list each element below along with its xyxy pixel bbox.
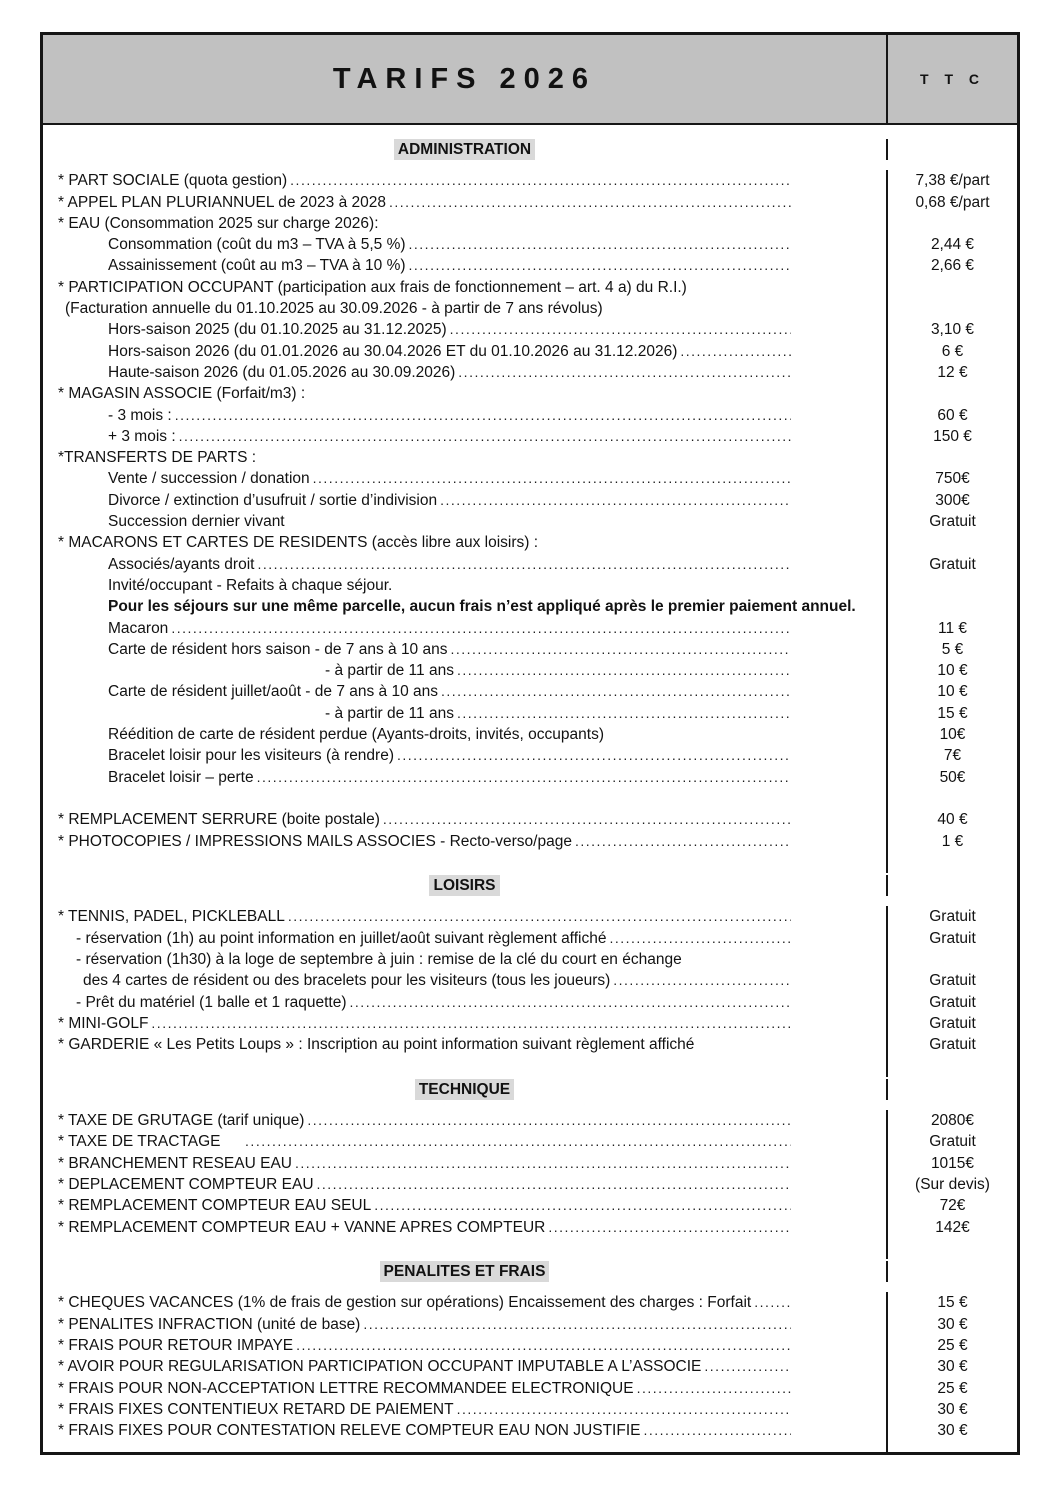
tariff-row [43,426,1017,447]
tariff-row [43,1420,1017,1441]
tariff-label: + 3 mois : [108,427,176,445]
section-heading: ADMINISTRATION [394,139,535,160]
tariff-label-cell [43,1131,888,1152]
tariff-label-cell [43,1013,888,1034]
tariff-label: * PARTICIPATION OCCUPANT (participation aux frais de fonctionnement – art. 4 a) du R.I.) [58,278,687,296]
tariff-label-cell [43,949,888,970]
dot-leader [171,618,791,639]
tariff-value [888,875,1017,896]
tariff-label: * MACARONS ET CARTES DE RESIDENTS (accès libre aux loisirs) : [58,534,539,552]
tariff-label-cell [43,490,888,511]
tariff-label-cell [43,1238,888,1259]
tariff-label-cell [43,575,888,596]
dot-leader [317,1174,791,1195]
tariff-label: * REMPLACEMENT SERRURE (boite postale) [58,811,380,829]
tariff-label: * EAU (Consommation 2025 sur charge 2026): [58,214,379,232]
tariff-label: Macaron [108,619,169,637]
tariff-row [43,681,1017,702]
dot-leader [613,970,791,991]
tariff-label-cell [43,1110,888,1131]
tariff-label-cell [43,298,888,319]
section-heading-row [43,1079,1017,1100]
dot-leader [397,745,791,766]
tariff-label-cell [43,1292,888,1313]
tariff-row [43,192,1017,213]
tariff-row [43,1013,1017,1034]
dot-leader [637,1378,791,1399]
tariff-value: Gratuit [929,555,976,573]
dot-leader [441,681,791,702]
tariff-label-cell [43,1055,888,1076]
tariff-value: Gratuit [929,1036,976,1054]
dot-leader [704,1356,791,1377]
tariff-label: * TAXE DE GRUTAGE (tarif unique) [58,1112,305,1130]
tariff-label: Succession dernier vivant [108,513,285,531]
tariff-label-cell [43,213,888,234]
tariff-row [43,1174,1017,1195]
tariff-label-cell [43,1399,888,1420]
dot-leader [457,703,791,724]
tariff-row [43,341,1017,362]
dot-leader [290,170,791,191]
tariff-label: * REMPLACEMENT COMPTEUR EAU + VANNE APRES COMPTEUR [58,1218,546,1236]
tariff-row [43,809,1017,830]
tariff-label: * GARDERIE « Les Petits Loups » : Inscription au point information suivant règlement affiché [58,1036,695,1054]
dot-leader [257,554,791,575]
tariff-value: 750€ [935,470,970,488]
tariff-label-cell [43,426,888,447]
tariff-label: * TAXE DE TRACTAGE [58,1133,243,1151]
tariff-row [43,1034,1017,1055]
tariff-label: * DEPLACEMENT COMPTEUR EAU [58,1175,314,1193]
tariff-row [43,992,1017,1013]
tariff-row [43,1292,1017,1313]
tariff-value: 30 € [937,1400,968,1418]
tariff-value: Gratuit [929,993,976,1011]
tariff-value: Gratuit [929,908,976,926]
tariff-label: Bracelet loisir pour les visiteurs (à rendre) [108,747,394,765]
tariff-value: 60 € [937,406,968,424]
tariff-row [43,1356,1017,1377]
tariff-row [43,1153,1017,1174]
tariff-label-cell [43,1378,888,1399]
spacer-row [43,852,1017,873]
tariff-label-cell [43,928,888,949]
tariff-value: Gratuit [929,972,976,990]
section-heading: TECHNIQUE [415,1079,514,1100]
tariff-row [43,213,1017,234]
table-body [43,125,1017,1452]
tariff-label: * PHOTOCOPIES / IMPRESSIONS MAILS ASSOCIES - Recto-verso/page [58,832,572,850]
tariff-value [888,1238,1017,1259]
tariff-value [888,788,1017,809]
tariff-row [43,447,1017,468]
tariff-label-cell [43,970,888,991]
dot-leader [409,234,791,255]
dot-leader [257,767,791,788]
tariff-label: * CHEQUES VACANCES (1% de frais de gestion sur opérations) Encaissement des charges : Forfait [58,1294,752,1312]
tariff-value: 40 € [937,811,968,829]
tariff-value [888,213,1017,234]
tariff-value: 2080€ [930,1112,975,1130]
dot-leader [680,341,791,362]
tariff-value: 150 € [933,427,972,445]
tariff-label-cell [43,639,888,660]
tariff-label-cell [43,1420,888,1441]
tariff-value: 10 € [937,662,968,680]
tariff-row [43,490,1017,511]
tariff-value: 12 € [937,363,968,381]
tariff-value: 10 € [937,683,968,701]
tariff-label-cell [43,809,888,830]
tariff-value: (Sur devis) [915,1175,990,1193]
tariff-row [43,970,1017,991]
tariff-row [43,319,1017,340]
tariff-label: Consommation (coût du m3 – TVA à 5,5 %) [108,236,406,254]
tariff-value: 300€ [935,491,970,509]
tariff-row [43,362,1017,383]
section-heading: LOISIRS [429,875,499,896]
tariff-label-cell [43,362,888,383]
tariff-label-cell [43,234,888,255]
tariff-value [888,949,1017,970]
tariff-label: - à partir de 11 ans [325,662,454,680]
fill-value [888,1442,1017,1452]
dot-leader [175,405,791,426]
tariff-label: - réservation (1h) au point information en juillet/août suivant règlement affiché [76,929,607,947]
tariff-value [888,1055,1017,1076]
tariff-value: 7,38 €/part [915,172,990,190]
tariff-row [43,255,1017,276]
tariff-label: * REMPLACEMENT COMPTEUR EAU SEUL [58,1197,372,1215]
tariff-label-cell [43,255,888,276]
tariff-label-cell [43,992,888,1013]
tariff-value [888,277,1017,298]
tariff-value [888,447,1017,468]
tariff-row [43,1314,1017,1335]
tariff-label: - réservation (1h30) à la loge de septembre à juin : remise de la clé du court en échange [76,950,682,968]
dot-leader [457,660,791,681]
tariff-label-cell [43,767,888,788]
section-heading-row [43,139,1017,160]
tariff-label-cell [43,831,888,852]
tariff-label: - Prêt du matériel (1 balle et 1 raquette) [76,993,347,1011]
section-heading-cell [43,139,888,160]
tariff-row [43,511,1017,532]
dot-leader [363,1314,791,1335]
dot-leader [296,1335,791,1356]
tariff-row [43,703,1017,724]
tariff-label: * APPEL PLAN PLURIANNUEL de 2023 à 2028 [58,193,386,211]
tariff-row [43,1378,1017,1399]
tariff-label-cell [43,447,888,468]
section-heading-row [43,875,1017,896]
tariff-row [43,928,1017,949]
tariff-label-cell [43,532,888,553]
fill-cell [43,1442,888,1452]
tariff-label: * AVOIR POUR REGULARISATION PARTICIPATION OCCUPANT IMPUTABLE A L’ASSOCIE [58,1358,702,1376]
dot-leader [245,1131,791,1152]
tariff-label-cell [43,681,888,702]
tariff-label: Haute-saison 2026 (du 01.05.2026 au 30.09.2026) [108,363,456,381]
tariff-label-cell [43,745,888,766]
tariff-value: 15 € [937,704,968,722]
tariff-value: Gratuit [929,1014,976,1032]
section-heading: PENALITES ET FRAIS [380,1261,550,1282]
dot-leader [450,319,791,340]
tariff-label-cell [43,341,888,362]
ttc-header-cell [888,35,1017,123]
tariff-value [888,575,1017,596]
tariff-label-cell [43,511,888,532]
tariff-row [43,170,1017,191]
tariff-label: Réédition de carte de résident perdue (Ayants-droits, invités, occupants) [108,726,604,744]
spacer-row [43,1238,1017,1259]
tariff-value: 0,68 €/part [915,193,990,211]
tariff-label: Associés/ayants droit [108,555,255,573]
tariff-label-cell [43,319,888,340]
tariff-row [43,468,1017,489]
tariff-label: Carte de résident hors saison - de 7 ans à 10 ans [108,640,448,658]
tariff-value: 30 € [937,1315,968,1333]
tariff-value: 2,44 € [930,236,975,254]
tariff-row [43,575,1017,596]
tariff-label: * PENALITES INFRACTION (unité de base) [58,1315,361,1333]
tariff-value [888,1261,1017,1282]
tariff-value: 50€ [939,768,966,786]
tariff-value: 72€ [939,1197,966,1215]
tariff-row [43,554,1017,575]
tariff-label: Vente / succession / donation [108,470,310,488]
section-heading-cell [43,1079,888,1100]
tariff-row [43,277,1017,298]
tariff-label: Pour les séjours sur une même parcelle, aucun frais n’est appliqué après le premier paiement annuel. [108,598,856,616]
dot-leader [440,490,791,511]
tariff-value [888,532,1017,553]
tariff-row [43,618,1017,639]
dot-leader [389,192,791,213]
tariff-label-cell [43,1034,888,1055]
tariff-label-cell [43,554,888,575]
tariff-label-cell [43,383,888,404]
tariff-row [43,1335,1017,1356]
tariff-value: 3,10 € [930,321,975,339]
dot-leader [457,1399,791,1420]
tariff-row [43,724,1017,745]
tariff-value [888,596,1017,617]
tariff-label: Hors-saison 2025 (du 01.10.2025 au 31.12.2025) [108,321,447,339]
dot-leader [295,1153,791,1174]
tariff-label: * BRANCHEMENT RESEAU EAU [58,1154,292,1172]
tariff-label-cell [43,468,888,489]
tariff-value: 11 € [937,619,968,637]
dot-leader [288,906,791,927]
dot-leader [609,928,791,949]
tariff-value: 1 € [941,832,964,850]
tariff-label: Divorce / extinction d’usufruit / sortie d’indivision [108,491,438,509]
tariff-row [43,949,1017,970]
dot-leader [307,1110,791,1131]
tariff-row [43,1131,1017,1152]
tariff-value: 7€ [943,747,962,765]
tariff-row [43,831,1017,852]
tariff-row [43,1399,1017,1420]
tariff-value: 25 € [937,1337,968,1355]
tariff-value [888,298,1017,319]
tariff-label: Invité/occupant - Refaits à chaque séjour. [108,576,393,594]
dot-leader [383,809,791,830]
section-heading-cell [43,875,888,896]
dot-leader [575,831,791,852]
tariff-label-cell [43,1217,888,1238]
tariff-label-cell [43,192,888,213]
tariff-label-cell [43,906,888,927]
tariff-label-cell [43,1174,888,1195]
tariff-label-cell [43,852,888,873]
tariff-label: * MINI-GOLF [58,1014,149,1032]
tariff-label: - 3 mois : [108,406,172,424]
tariff-label: Bracelet loisir – perte [108,768,254,786]
tariff-row [43,234,1017,255]
dot-leader [179,426,791,447]
dot-leader [313,468,791,489]
tariff-table [40,32,1020,1455]
tariff-label: - à partir de 11 ans [325,704,454,722]
dot-leader [409,255,791,276]
tariff-value: 10€ [939,726,966,744]
tariff-label-cell [43,618,888,639]
tariff-value: 30 € [937,1358,968,1376]
tariff-label: * FRAIS POUR RETOUR IMPAYE [58,1337,294,1355]
spacer-row [43,1055,1017,1076]
tariff-value: 2,66 € [930,257,975,275]
tariff-row [43,1110,1017,1131]
tariff-label-cell [43,788,888,809]
tariff-label-cell [43,277,888,298]
tariff-label: * FRAIS FIXES POUR CONTESTATION RELEVE COMPTEUR EAU NON JUSTIFIE [58,1422,641,1440]
tax-column-label: T T C [920,71,985,87]
tariff-row [43,405,1017,426]
tariff-value: 6 € [941,342,964,360]
tariff-label: * TENNIS, PADEL, PICKLEBALL [58,908,285,926]
tariff-label: * FRAIS POUR NON-ACCEPTATION LETTRE RECOMMANDEE ELECTRONIQUE [58,1379,634,1397]
tariff-value: 25 € [937,1379,968,1397]
tariff-row [43,1195,1017,1216]
dot-leader [643,1420,791,1441]
tariff-value [888,1079,1017,1100]
dot-leader [151,1013,791,1034]
tariff-row [43,596,1017,617]
tariff-value: 30 € [937,1422,968,1440]
tariff-row [43,660,1017,681]
tariff-label: Carte de résident juillet/août - de 7 ans à 10 ans [108,683,439,701]
tariff-row [43,745,1017,766]
spacer-row [43,788,1017,809]
dot-leader [458,362,791,383]
section-heading-row [43,1261,1017,1282]
tariff-value [888,383,1017,404]
tariff-label-cell [43,660,888,681]
tariff-value: Gratuit [929,1133,976,1151]
section-heading-cell [43,1261,888,1282]
tariff-value: 1015€ [930,1154,975,1172]
fill-row [43,1442,1017,1452]
tariff-label-cell [43,724,888,745]
tariff-label-cell [43,703,888,724]
title-cell [43,35,888,123]
tariff-row [43,383,1017,404]
tariff-label-cell [43,1356,888,1377]
tariff-label-cell [43,170,888,191]
tariff-label-cell [43,405,888,426]
tariff-value [888,139,1017,160]
tariff-label-cell [43,1195,888,1216]
tariff-value: Gratuit [929,929,976,947]
tariff-label: Assainissement (coût au m3 – TVA à 10 %) [108,257,406,275]
tariff-label-cell [43,596,888,617]
tariff-row [43,906,1017,927]
dot-leader [754,1292,791,1313]
tariff-label: *TRANSFERTS DE PARTS : [58,449,257,467]
document-title: TARIFS 2026 [332,62,597,95]
dot-leader [350,992,791,1013]
tariff-label: * MAGASIN ASSOCIE (Forfait/m3) : [58,385,306,403]
tariff-label-cell [43,1153,888,1174]
dot-leader [548,1217,791,1238]
tariff-value [888,852,1017,873]
tariff-value: 5 € [941,640,964,658]
tariff-row [43,639,1017,660]
tariff-value: 142€ [935,1218,970,1236]
tariff-row [43,767,1017,788]
tariff-value: Gratuit [929,513,976,531]
tariff-label-cell [43,1314,888,1335]
tariff-row [43,1217,1017,1238]
tariff-label: * FRAIS FIXES CONTENTIEUX RETARD DE PAIEMENT [58,1400,454,1418]
tariff-label: * PART SOCIALE (quota gestion) [58,172,288,190]
tariff-label-cell [43,1335,888,1356]
tariff-label: Hors-saison 2026 (du 01.01.2026 au 30.04.2026 ET du 01.10.2026 au 31.12.2026) [108,342,678,360]
tariff-label: (Facturation annuelle du 01.10.2025 au 30.09.2026 - à partir de 7 ans révolus) [65,300,603,318]
tariff-label: des 4 cartes de résident ou des bracelets pour les visiteurs (tous les joueurs) [83,972,611,990]
dot-leader [374,1195,791,1216]
tariff-row [43,298,1017,319]
table-header [43,35,1017,125]
tariff-value: 15 € [937,1294,968,1312]
dot-leader [450,639,791,660]
tariff-row [43,532,1017,553]
